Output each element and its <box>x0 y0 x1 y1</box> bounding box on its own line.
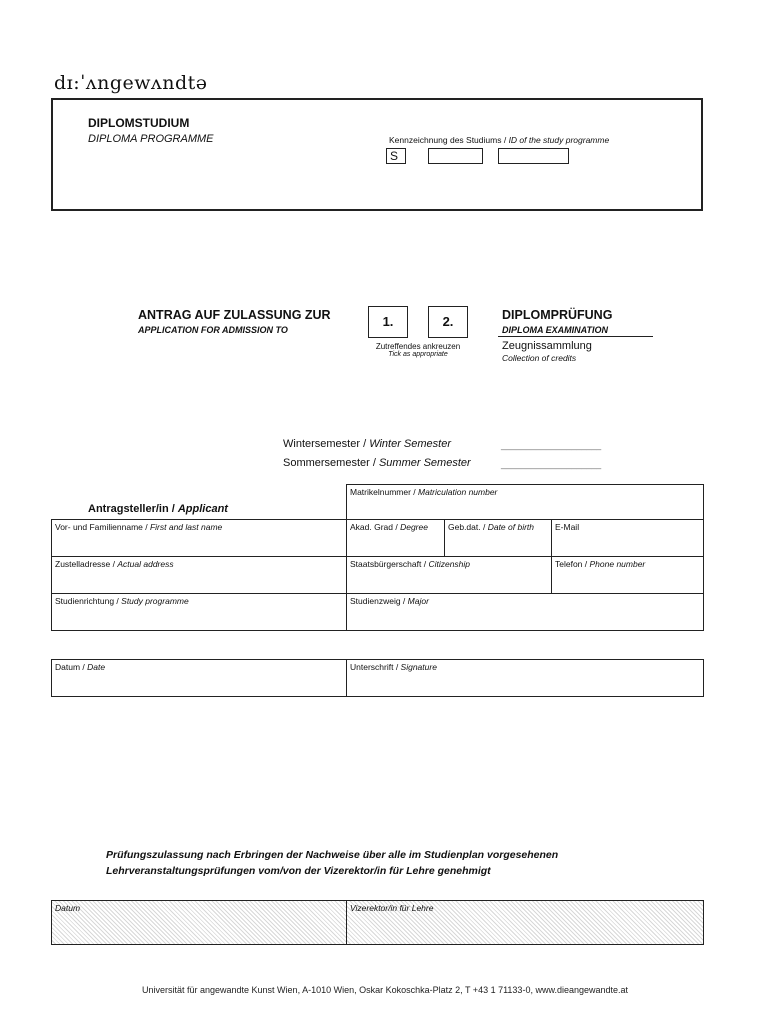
address-label-en: Actual address <box>117 559 174 569</box>
summer-semester-field[interactable]: ____________________ <box>501 459 602 469</box>
programme-box <box>51 98 703 211</box>
programme-id-label-de: Kennzeichnung des Studiums / <box>389 135 509 145</box>
matriculation-label-en: Matriculation number <box>418 487 498 497</box>
diploma-exam-title: DIPLOMPRÜFUNG <box>502 308 613 322</box>
degree-label-en: Degree <box>400 522 428 532</box>
date-label-en: Date <box>87 662 106 672</box>
study-label-en: Study programme <box>121 596 189 606</box>
dob-label-de: Geb.dat. / <box>448 522 488 532</box>
name-label-de: Vor- und Familienname / <box>55 522 150 532</box>
email-label: E-Mail <box>555 522 580 532</box>
exam-part-2-checkbox[interactable]: 2. <box>428 306 468 338</box>
applicant-heading-de: Antragsteller/in / <box>88 503 178 515</box>
programme-id-label-en: ID of the study programme <box>508 135 610 145</box>
citizenship-field[interactable] <box>346 556 552 594</box>
footer-address: Universität für angewandte Kunst Wien, A-1010 Wien, Oskar Kokoschka-Platz 2, T +43 1 71133-0, www.dieangewandte.at <box>141 985 629 995</box>
date-of-birth-field[interactable] <box>444 519 552 557</box>
summer-semester-en: Summer Semester <box>378 457 471 469</box>
vicerector-field: Vizerektor/in für Lehre <box>346 900 704 945</box>
summer-semester-de: Sommersemester / <box>283 457 379 469</box>
date-field[interactable] <box>51 659 347 697</box>
major-label-en: Major <box>407 596 429 606</box>
applicant-heading-en: Applicant <box>177 503 228 515</box>
exam-part-1-checkbox[interactable]: 1. <box>368 306 408 338</box>
matriculation-label-de: Matrikelnummer / <box>350 487 419 497</box>
programme-id-field-1[interactable] <box>428 148 483 164</box>
programme-subtitle: DIPLOMA PROGRAMME <box>88 133 214 145</box>
degree-label-de: Akad. Grad / <box>350 522 401 532</box>
programme-id-label <box>389 135 609 145</box>
signature-label-de: Unterschrift / <box>350 662 401 672</box>
date-label-de: Datum / <box>55 662 88 672</box>
name-label-en: First and last name <box>149 522 223 532</box>
phone-label-de: Telefon / <box>555 559 590 569</box>
name-field[interactable] <box>51 519 347 557</box>
tick-instruction-de: Zutreffendes ankreuzen <box>375 342 461 351</box>
phone-field[interactable] <box>551 556 704 594</box>
study-label-de: Studienrichtung / <box>55 596 122 606</box>
address-label-de: Zustelladresse / <box>55 559 118 569</box>
winter-semester-en: Winter Semester <box>369 438 451 450</box>
address-field[interactable] <box>51 556 347 594</box>
university-logo: dɪ:ˈʌngewʌndtə <box>54 72 208 94</box>
programme-title: DIPLOMSTUDIUM <box>88 116 190 130</box>
email-field[interactable] <box>551 519 704 557</box>
signature-label-en: Signature <box>400 662 437 672</box>
signature-field[interactable] <box>346 659 704 697</box>
programme-id-prefix-field[interactable]: S <box>386 148 406 164</box>
credits-subtitle: Collection of credits <box>502 353 577 363</box>
approval-text-line-1: Prüfungszulassung nach Erbringen der Nachweise über alle im Studienplan vorgesehenen <box>106 849 559 861</box>
diploma-exam-subtitle: DIPLOMA EXAMINATION <box>502 325 608 335</box>
programme-id-field-2[interactable] <box>498 148 569 164</box>
credits-title: Zeugnissammlung <box>502 340 592 352</box>
citizenship-label-en: Citizenship <box>428 559 471 569</box>
winter-semester-de: Wintersemester / <box>283 438 370 450</box>
citizenship-label-de: Staatsbürgerschaft / <box>350 559 429 569</box>
degree-field[interactable] <box>346 519 445 557</box>
dob-label-en: Date of birth <box>487 522 535 532</box>
major-label-de: Studienzweig / <box>350 596 408 606</box>
matriculation-number-field[interactable] <box>346 484 704 520</box>
phone-label-en: Phone number <box>589 559 646 569</box>
exam-underline <box>498 336 653 337</box>
major-field[interactable] <box>346 593 704 631</box>
summer-semester-label <box>283 457 471 469</box>
study-programme-field[interactable] <box>51 593 347 631</box>
winter-semester-label <box>283 438 451 450</box>
tick-instruction-en: Tick as appropriate <box>388 351 448 358</box>
approval-text-line-2: Lehrveranstaltungsprüfungen vom/von der Vizerektor/in für Lehre genehmigt <box>106 865 491 877</box>
applicant-heading <box>88 503 228 515</box>
application-title: ANTRAG AUF ZULASSUNG ZUR <box>138 308 331 322</box>
winter-semester-field[interactable]: ____________________ <box>501 440 602 450</box>
approval-date-field: Datum <box>51 900 347 945</box>
application-subtitle: APPLICATION FOR ADMISSION TO <box>138 325 288 335</box>
